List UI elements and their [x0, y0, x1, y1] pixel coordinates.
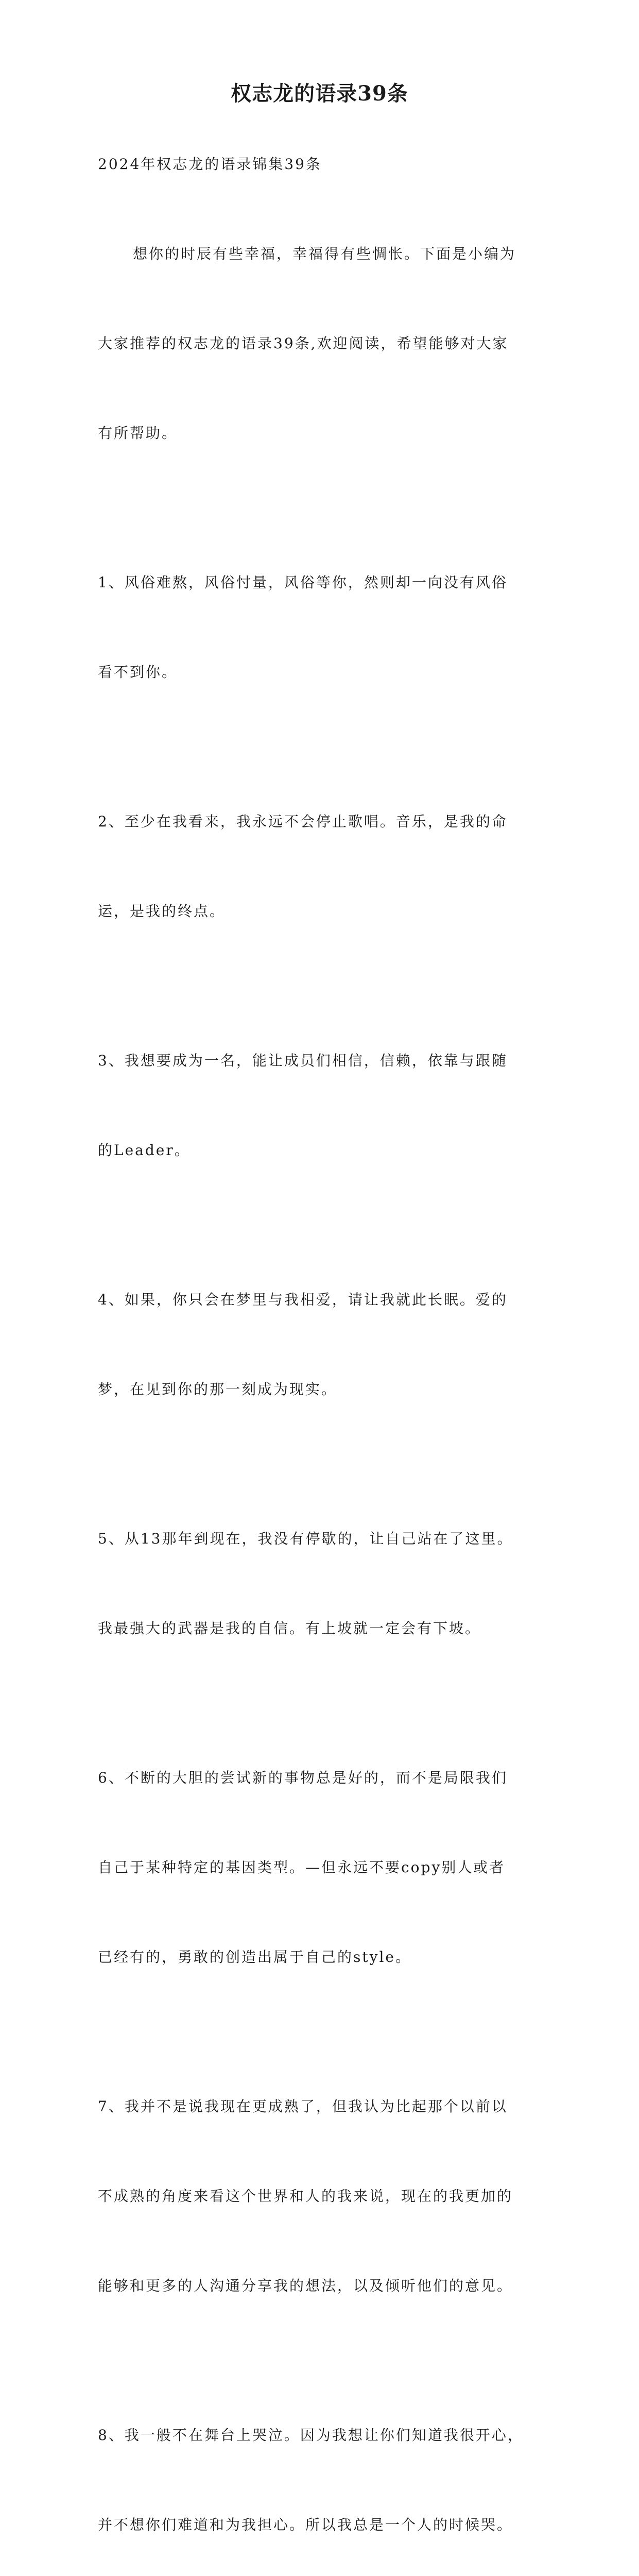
- page-title: 权志龙的语录39条: [231, 81, 408, 106]
- quote-line: 看不到你。: [98, 664, 178, 681]
- intro-paragraph: [98, 179, 546, 508]
- quote-line: 6、不断的大胆的尝试新的事物总是好的，而不是局限我们: [98, 1769, 508, 1786]
- intro-line: 有所帮助。: [98, 425, 178, 442]
- quote-line: 2、至少在我看来，我永远不会停止歌唱。音乐，是我的命: [98, 813, 508, 830]
- quote-item: [98, 2361, 546, 2576]
- quote-line: 我最强大的武器是我的自信。有上坡就一定会有下坡。: [98, 1620, 481, 1637]
- quote-line: 3、我想要成为一名，能让成员们相信，信赖，依靠与跟随: [98, 1052, 508, 1069]
- quote-item: [98, 1703, 546, 2032]
- quote-line: 7、我并不是说我现在更成熟了，但我认为比起那个以前以: [98, 2098, 508, 2115]
- quote-line: 梦，在见到你的那一刻成为现实。: [98, 1381, 338, 1398]
- quote-line: 已经有的，勇敢的创造出属于自己的style。: [98, 1948, 411, 1965]
- quote-line: 4、如果，你只会在梦里与我相爱，请让我就此长眠。爱的: [98, 1291, 508, 1308]
- quote-line: 1、风俗难熬，风俗忖量，风俗等你，然则却一向没有风俗: [98, 574, 508, 591]
- quote-item: [98, 747, 546, 986]
- quote-line: 8、我一般不在舞台上哭泣。因为我想让你们知道我很开心，: [98, 2427, 524, 2444]
- quote-line: 运，是我的终点。: [98, 903, 226, 920]
- quote-item: [98, 508, 546, 747]
- quote-line: 自己于某种特定的基因类型。—但永远不要copy别人或者: [98, 1859, 506, 1876]
- quote-line: 的Leader。: [98, 1142, 191, 1159]
- quote-line: 5、从13那年到现在，我没有停歇的，让自己站在了这里。: [98, 1530, 513, 1547]
- quote-line: 不成熟的角度来看这个世界和人的我来说，现在的我更加的: [98, 2188, 513, 2205]
- quote-line: 能够和更多的人沟通分享我的想法，以及倾听他们的意见。: [98, 2277, 513, 2294]
- intro-line: 大家推荐的权志龙的语录39条,欢迎阅读，希望能够对大家: [98, 335, 509, 352]
- quote-item: [98, 2032, 546, 2361]
- quote-item: [98, 1464, 546, 1703]
- quote-item: [98, 1225, 546, 1464]
- document-body: [98, 149, 546, 2576]
- intro-line: 想你的时辰有些幸福，幸福得有些惆怅。下面是小编为: [133, 245, 516, 262]
- quote-item: [98, 986, 546, 1225]
- document-subtitle: 2024年权志龙的语录锦集39条: [98, 156, 322, 173]
- quote-line: 并不想你们难道和为我担心。所以我总是一个人的时候哭。: [98, 2516, 513, 2533]
